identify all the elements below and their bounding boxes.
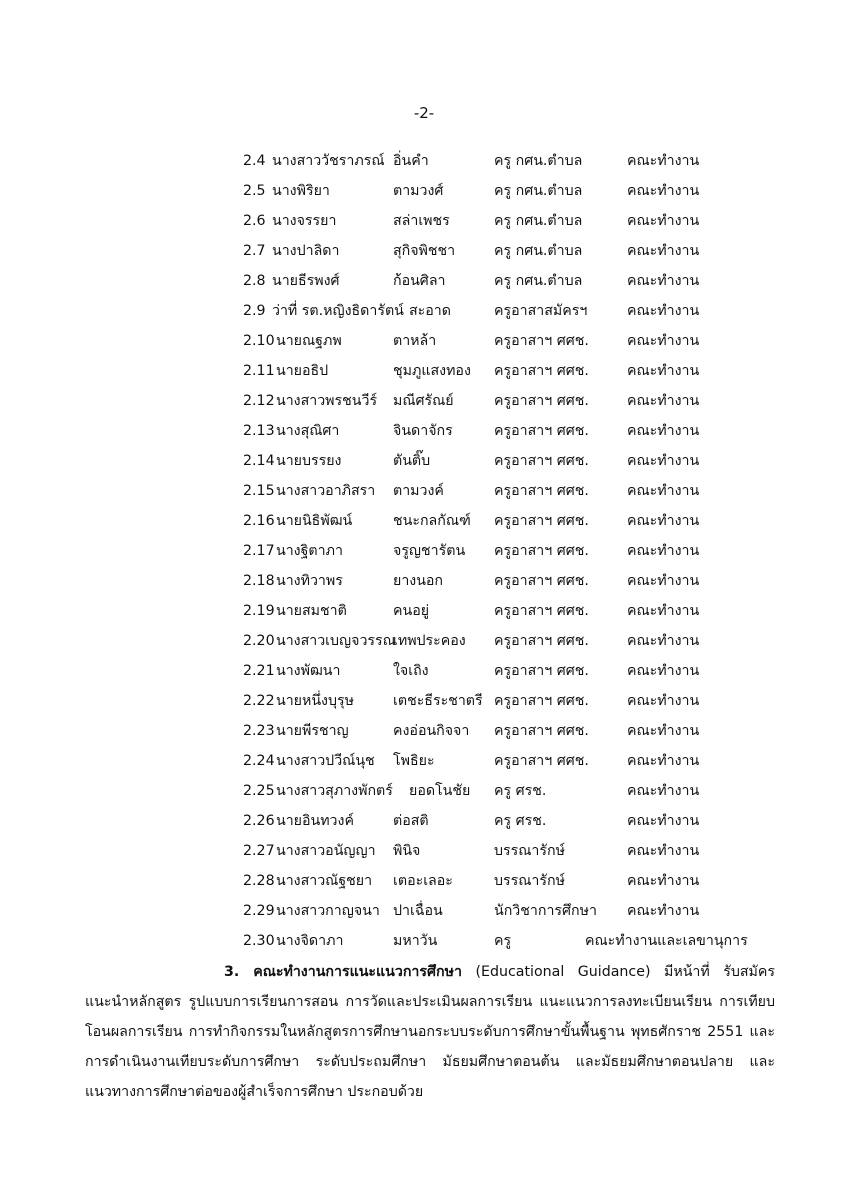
roster-role: คณะทำงาน [627, 543, 700, 559]
roster-number: 2.10 [243, 333, 275, 349]
roster-role: คณะทำงาน [627, 303, 700, 319]
roster-row [243, 266, 803, 296]
roster-position: ครูอาสาฯ ศศช. [494, 723, 589, 739]
roster-number: 2.9 [243, 303, 266, 319]
roster-surname: คงอ่อนกิจจา [393, 723, 470, 739]
roster-position: ครู [494, 933, 512, 949]
roster-number: 2.14 [243, 453, 275, 469]
roster-role: คณะทำงาน [627, 783, 700, 799]
roster-number: 2.25 [243, 783, 275, 799]
page-number: -2- [413, 104, 435, 122]
roster-name: นายณฐภพ [276, 333, 342, 349]
roster-role: คณะทำงาน [627, 273, 700, 289]
roster-position: ครูอาสาฯ ศศช. [494, 483, 589, 499]
roster-name: นางสาวเบญจวรรณ [276, 633, 396, 649]
roster-number: 2.6 [243, 213, 266, 229]
roster-row [243, 236, 803, 266]
roster-position: ครูอาสาฯ ศศช. [494, 393, 589, 409]
roster-name: นางสาวสุภางพักตร์ [276, 783, 393, 799]
roster-name: นายบรรยง [276, 453, 342, 469]
roster-name: นายธีรพงศ์ [272, 273, 340, 289]
roster-surname: ใจเถิง [393, 663, 429, 679]
roster-role: คณะทำงาน [627, 603, 700, 619]
roster-name: นางพัฒนา [276, 663, 341, 679]
roster-row [243, 476, 803, 506]
roster-row [243, 326, 803, 356]
roster-surname: ตาหล้า [393, 333, 437, 349]
roster-name: นายพีรชาญ [276, 723, 349, 739]
roster-row [243, 686, 803, 716]
roster-role: คณะทำงาน [627, 723, 700, 739]
roster-number: 2.21 [243, 663, 275, 679]
roster-name: นางสาวณัฐชยา [276, 873, 373, 889]
roster-name: นางจรรยา [272, 213, 337, 229]
roster-surname: ยอดโนชัย [409, 783, 471, 799]
roster-name: นายสมชาติ [276, 603, 347, 619]
roster-row [243, 836, 803, 866]
roster-row [243, 416, 803, 446]
roster-row [243, 446, 803, 476]
roster-surname: สะอาด [409, 303, 451, 319]
roster-name: นางจิดาภา [276, 933, 344, 949]
roster-number: 2.7 [243, 243, 266, 259]
roster-position: ครูอาสาฯ ศศช. [494, 693, 589, 709]
roster-row [243, 656, 803, 686]
roster-name: นางสาวกาญจนา [276, 903, 380, 919]
roster-number: 2.26 [243, 813, 275, 829]
committee-roster [243, 146, 803, 956]
roster-number: 2.8 [243, 273, 266, 289]
roster-role: คณะทำงาน [627, 423, 700, 439]
section-3-paragraph [85, 957, 775, 1107]
roster-surname: เตอะเลอะ [393, 873, 453, 889]
roster-position: ครู ศรช. [494, 813, 547, 829]
roster-role: คณะทำงาน [627, 633, 700, 649]
roster-surname: ยางนอก [393, 573, 444, 589]
roster-position: ครูอาสาฯ ศศช. [494, 573, 589, 589]
roster-name: นายอธิป [276, 363, 329, 379]
roster-name: นายนิธิพัฒน์ [276, 513, 353, 529]
roster-name: นางสาวอนัญญา [276, 843, 376, 859]
roster-position: ครูอาสาฯ ศศช. [494, 663, 589, 679]
roster-row [243, 386, 803, 416]
roster-position: บรรณารักษ์ [494, 843, 565, 859]
roster-surname: สุกิจพิชชา [393, 243, 456, 259]
roster-role: คณะทำงาน [627, 903, 700, 919]
roster-role: คณะทำงาน [627, 393, 700, 409]
roster-role: คณะทำงานและเลขานุการ [585, 933, 748, 949]
roster-role: คณะทำงาน [627, 153, 700, 169]
roster-surname: จรูญชารัตน [393, 543, 466, 559]
roster-number: 2.18 [243, 573, 275, 589]
roster-name: นางพิริยา [272, 183, 330, 199]
roster-name: ว่าที่ รต.หญิงธิดารัตน์ [272, 303, 404, 319]
roster-name: นายอินทวงค์ [276, 813, 354, 829]
roster-surname: อิ่นคำ [393, 153, 429, 169]
roster-position: ครู กศน.ตำบล [494, 153, 583, 169]
section-3-heading: 3. คณะทำงานการแนะแนวการศึกษา [224, 964, 462, 980]
roster-row [243, 206, 803, 236]
roster-position: ครู กศน.ตำบล [494, 243, 583, 259]
roster-position: บรรณารักษ์ [494, 873, 565, 889]
roster-name: นางสาวอาภิสรา [276, 483, 376, 499]
roster-number: 2.27 [243, 843, 275, 859]
roster-name: นางฐิตาภา [276, 543, 343, 559]
roster-row [243, 896, 803, 926]
roster-name: นางสาวพรชนวีร์ [276, 393, 378, 409]
roster-surname: สล่าเพชร [393, 213, 450, 229]
roster-surname: ตันติ๊บ [393, 453, 431, 469]
roster-position: นักวิชาการศึกษา [494, 903, 597, 919]
roster-row [243, 536, 803, 566]
roster-name: นางสาววัชราภรณ์ [272, 153, 385, 169]
roster-row [243, 926, 803, 956]
roster-surname: มณีศรัณย์ [393, 393, 454, 409]
roster-row [243, 626, 803, 656]
roster-position: ครูอาสาฯ ศศช. [494, 753, 589, 769]
roster-number: 2.12 [243, 393, 275, 409]
roster-position: ครูอาสาฯ ศศช. [494, 333, 589, 349]
roster-role: คณะทำงาน [627, 873, 700, 889]
roster-surname: โพธิยะ [393, 753, 435, 769]
roster-row [243, 146, 803, 176]
roster-name: นางสาวปวีณ์นุช [276, 753, 375, 769]
roster-surname: พินิจ [393, 843, 421, 859]
roster-position: ครูอาสาฯ ศศช. [494, 453, 589, 469]
roster-number: 2.22 [243, 693, 275, 709]
roster-role: คณะทำงาน [627, 333, 700, 349]
roster-number: 2.24 [243, 753, 275, 769]
roster-surname: มหาวัน [393, 933, 438, 949]
roster-number: 2.16 [243, 513, 275, 529]
roster-role: คณะทำงาน [627, 483, 700, 499]
roster-row [243, 356, 803, 386]
roster-role: คณะทำงาน [627, 693, 700, 709]
roster-position: ครู กศน.ตำบล [494, 213, 583, 229]
roster-row [243, 296, 803, 326]
roster-role: คณะทำงาน [627, 813, 700, 829]
roster-number: 2.30 [243, 933, 275, 949]
roster-number: 2.5 [243, 183, 266, 199]
roster-number: 2.13 [243, 423, 275, 439]
roster-number: 2.17 [243, 543, 275, 559]
roster-row [243, 596, 803, 626]
roster-number: 2.19 [243, 603, 275, 619]
roster-surname: เตชะธีระชาตรี [393, 693, 483, 709]
roster-surname: ต่อสติ [393, 813, 429, 829]
roster-role: คณะทำงาน [627, 243, 700, 259]
roster-role: คณะทำงาน [627, 753, 700, 769]
roster-position: ครูอาสาฯ ศศช. [494, 603, 589, 619]
roster-surname: ชุมภูแสงทอง [393, 363, 471, 379]
roster-position: ครูอาสาฯ ศศช. [494, 543, 589, 559]
roster-number: 2.28 [243, 873, 275, 889]
roster-row [243, 506, 803, 536]
roster-position: ครูอาสาฯ ศศช. [494, 363, 589, 379]
roster-number: 2.4 [243, 153, 266, 169]
roster-surname: เทพประคอง [393, 633, 466, 649]
roster-row [243, 776, 803, 806]
roster-surname: ก้อนศิลา [393, 273, 446, 289]
roster-role: คณะทำงาน [627, 183, 700, 199]
roster-role: คณะทำงาน [627, 213, 700, 229]
roster-row [243, 866, 803, 896]
roster-role: คณะทำงาน [627, 573, 700, 589]
roster-position: ครูอาสาฯ ศศช. [494, 423, 589, 439]
roster-surname: คนอยู่ [393, 603, 430, 619]
roster-name: นางทิวาพร [276, 573, 343, 589]
roster-row [243, 716, 803, 746]
roster-number: 2.15 [243, 483, 275, 499]
roster-number: 2.11 [243, 363, 275, 379]
roster-surname: ชนะกลกัณฑ์ [393, 513, 471, 529]
roster-position: ครู ศรช. [494, 783, 547, 799]
roster-role: คณะทำงาน [627, 663, 700, 679]
roster-role: คณะทำงาน [627, 513, 700, 529]
roster-role: คณะทำงาน [627, 363, 700, 379]
section-3 [85, 957, 775, 1107]
roster-name: นางปาลิดา [272, 243, 340, 259]
roster-surname: ปาเฉื่อน [393, 903, 443, 919]
section-3-body: (Educational Guidance) มีหน้าที่ รับสมัคร แนะนำหลักสูตร รูปแบบการเรียนการสอน การวัดและประเมินผลการเรียน แนะแนวการลงทะเบียนเรียน การเทียบโอนผลการเรียน การทำกิจกรรมในหลักสูตรการศึกษานอกระบบระดับการศึกษาขั้นพื้นฐาน พุทธศักราช 2551 และการดำเนินงานเทียบระดับการศึกษา ระดับประถมศึกษา มัธยมศึกษาตอนต้น และมัธยมศึกษาตอนปลาย และแนวทางการศึกษาต่อของผู้สำเร็จการศึกษา ประกอบด้วย [85, 964, 775, 1100]
roster-position: ครู กศน.ตำบล [494, 183, 583, 199]
roster-surname: ตามวงค์ [393, 483, 444, 499]
roster-position: ครูอาสาฯ ศศช. [494, 513, 589, 529]
roster-name: นายหนึ่งบุรุษ [276, 693, 354, 709]
roster-number: 2.23 [243, 723, 275, 739]
roster-position: ครูอาสาฯ ศศช. [494, 633, 589, 649]
roster-surname: จินดาจักร [393, 423, 453, 439]
roster-role: คณะทำงาน [627, 843, 700, 859]
roster-role: คณะทำงาน [627, 453, 700, 469]
roster-row [243, 806, 803, 836]
roster-position: ครูอาสาสมัครฯ [494, 303, 588, 319]
roster-number: 2.20 [243, 633, 275, 649]
roster-position: ครู กศน.ตำบล [494, 273, 583, 289]
roster-row [243, 566, 803, 596]
roster-number: 2.29 [243, 903, 275, 919]
roster-row [243, 746, 803, 776]
roster-row [243, 176, 803, 206]
roster-name: นางสุณิศา [276, 423, 340, 439]
roster-surname: ตามวงศ์ [393, 183, 444, 199]
